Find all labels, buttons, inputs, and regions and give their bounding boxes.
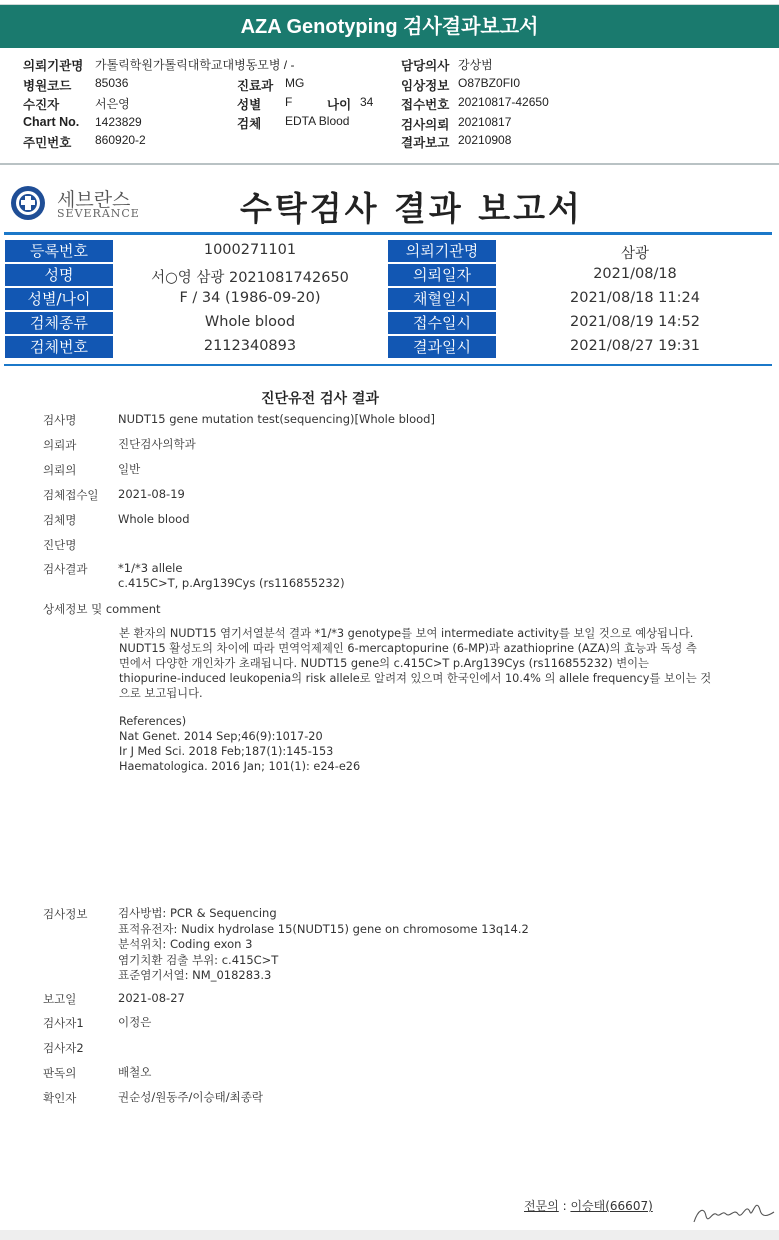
receipt-no-label: 접수번호 xyxy=(401,98,450,112)
test-method: 검사방법: PCR & Sequencing xyxy=(118,906,277,920)
result-report-label: 결과보고 xyxy=(401,136,450,150)
specialist-label: 전문의 xyxy=(524,1199,559,1213)
specimen-type-value: Whole blood xyxy=(204,314,296,330)
request-date-label: 의뢰일자 xyxy=(388,264,496,286)
specimen-name-value: Whole blood xyxy=(118,512,190,526)
analysis-location: 분석위치: Coding exon 3 xyxy=(118,937,253,951)
reg-no-value: 1000271101 xyxy=(203,242,297,258)
reference-item: Ir J Med Sci. 2018 Feb;187(1):145-153 xyxy=(119,745,334,758)
receipt-no-value: 20210817-42650 xyxy=(458,95,549,109)
specimen-value: EDTA Blood xyxy=(285,114,350,128)
specialist-signoff xyxy=(524,1197,653,1214)
report-header-title: AZA Genotyping 검사결과보고서 xyxy=(240,16,539,38)
chart-no-value: 1423829 xyxy=(95,115,142,129)
diagnosis-label: 진단명 xyxy=(43,538,77,552)
patient-value: 서은영 xyxy=(95,97,130,111)
substitution-site: 염기치환 검출 부위: c.415C>T xyxy=(118,952,279,967)
comment-line: 으로 보고됩니다. xyxy=(119,687,203,700)
reference-item: Haematologica. 2016 Jan; 101(1): e24-e26 xyxy=(119,760,361,773)
dept-value: MG xyxy=(285,76,305,90)
tester2-label: 검사자2 xyxy=(43,1041,84,1055)
comment-line: NUDT15 활성도의 차이에 따라 면역억제제인 6-mercaptopurine (6-MP)과 azathioprine (AZA)의 효능과 독성 측 xyxy=(119,642,697,655)
logo-name-ko: 세브란스 xyxy=(57,189,131,211)
comment-line: thiopurine-induced leukopenia의 risk allele로 알려져 있으며 한국인에서 10.4% 의 allele frequency를 보이는 것 xyxy=(119,672,712,685)
confirmer-label: 확인자 xyxy=(43,1091,77,1105)
comment-line: 본 환자의 NUDT15 염기서열분석 결과 *1/*3 genotype를 보여 intermediate activity를 보일 것으로 예상됩니다. xyxy=(119,627,694,640)
specimen-type-label: 검체종류 xyxy=(5,312,113,334)
req-physician-label: 의뢰의 xyxy=(43,463,77,477)
hospital-code-label: 병원코드 xyxy=(23,79,72,93)
hospital-code-value: 85036 xyxy=(95,76,129,90)
comment-block xyxy=(119,626,719,701)
specimen-no-value: 2112340893 xyxy=(203,338,297,354)
age-label: 나이 xyxy=(327,98,352,112)
comment-label: 상세정보 및 comment xyxy=(43,602,161,616)
specialist-name: 이승태(66607) xyxy=(570,1199,653,1213)
name-label: 성명 xyxy=(5,264,113,286)
specialist-sep: : xyxy=(558,1199,571,1213)
age-value: 34 xyxy=(360,95,374,109)
report-title: 수탁검사 결과 보고서 xyxy=(240,189,583,228)
requesting-org-label: 의뢰기관명 xyxy=(23,59,84,73)
references-block xyxy=(119,714,719,774)
collection-label: 채혈일시 xyxy=(388,288,496,310)
result-report-value: 20210908 xyxy=(458,133,512,147)
req-dept-label: 의뢰과 xyxy=(43,438,77,452)
info-bottom-rule xyxy=(4,364,772,366)
reader-label: 판독의 xyxy=(43,1066,77,1080)
references-heading: References) xyxy=(119,715,187,728)
dept-label: 진료과 xyxy=(237,79,274,93)
test-info-block xyxy=(118,906,529,984)
reg-no-label: 등록번호 xyxy=(5,240,113,262)
req-dept-value: 진단검사의학과 xyxy=(118,437,196,451)
test-info-label: 검사정보 xyxy=(43,907,88,921)
report-date-label: 보고일 xyxy=(43,992,77,1006)
name-value: 서○영 삼광 2021081742650 xyxy=(151,270,349,286)
specimen-received-value: 2021-08-19 xyxy=(118,487,185,501)
sex-age-value: F / 34 (1986-09-20) xyxy=(179,290,321,306)
req-physician-value: 일반 xyxy=(118,462,141,476)
chart-no-label: Chart No. xyxy=(23,115,80,129)
reference-sequence: 표준염기서열: NM_018283.3 xyxy=(118,968,272,982)
severance-logo xyxy=(10,183,46,227)
org-label: 의뢰기관명 xyxy=(388,240,496,262)
test-request-label: 검사의뢰 xyxy=(401,118,450,132)
request-date-value: 2021/08/18 xyxy=(593,266,677,282)
doctor-label: 담당의사 xyxy=(401,59,450,73)
doctor-value: 강상범 xyxy=(458,58,493,72)
bottom-bar xyxy=(0,1230,779,1240)
logo-name-en: SEVERANCE xyxy=(57,207,140,220)
resident-no-value: 860920-2 xyxy=(95,133,146,147)
clinical-info-value: O87BZ0FI0 xyxy=(458,76,521,90)
requesting-org-value: 가톨릭학원가톨릭대학교대병동모병 / - xyxy=(95,58,295,72)
tester1-label: 검사자1 xyxy=(43,1016,84,1030)
org-value: 삼광 xyxy=(620,246,649,262)
test-result-label: 검사결과 xyxy=(43,562,88,576)
specimen-received-label: 검체접수일 xyxy=(43,488,99,502)
test-result-line-2: c.415C>T, p.Arg139Cys (rs116855232) xyxy=(118,576,345,590)
signature-image xyxy=(690,1192,778,1228)
specimen-name-label: 검체명 xyxy=(43,513,77,527)
specimen-no-label: 검체번호 xyxy=(5,336,113,358)
report-header-bar xyxy=(0,5,779,48)
receipt-time-value: 2021/08/19 14:52 xyxy=(570,314,700,330)
result-time-value: 2021/08/27 19:31 xyxy=(570,338,700,354)
sex-value: F xyxy=(285,95,293,109)
result-time-label: 결과일시 xyxy=(388,336,496,358)
reader-value: 배철오 xyxy=(118,1065,152,1079)
reference-item: Nat Genet. 2014 Sep;46(9):1017-20 xyxy=(119,730,323,743)
target-gene: 표적유전자: Nudix hydrolase 15(NUDT15) gene on chromosome 13q14.2 xyxy=(118,921,529,936)
report-date-value: 2021-08-27 xyxy=(118,991,185,1005)
comment-line: 면에서 다양한 개인차가 초래됩니다. NUDT15 gene의 c.415C>T p.Arg139Cys (rs116855232) 변이는 xyxy=(119,657,649,670)
header-divider xyxy=(0,163,779,165)
sex-label: 성별 xyxy=(237,98,262,112)
tester1-value: 이정은 xyxy=(118,1015,152,1029)
confirmer-value: 권순성/원동주/이승태/최종락 xyxy=(118,1090,263,1104)
test-name-label: 검사명 xyxy=(43,413,77,427)
test-request-value: 20210817 xyxy=(458,115,512,129)
clinical-info-label: 임상정보 xyxy=(401,79,450,93)
resident-no-label: 주민번호 xyxy=(23,136,72,150)
test-name-value: NUDT15 gene mutation test(sequencing)[Whole blood] xyxy=(118,412,435,426)
severance-emblem-icon xyxy=(10,183,46,223)
specimen-label: 검체 xyxy=(237,117,262,131)
receipt-time-label: 접수일시 xyxy=(388,312,496,334)
patient-label: 수진자 xyxy=(23,98,60,112)
section-title: 진단유전 검사 결과 xyxy=(261,391,379,407)
test-result-line-1: *1/*3 allele xyxy=(118,561,183,575)
collection-value: 2021/08/18 11:24 xyxy=(570,290,700,306)
info-top-rule xyxy=(4,232,772,235)
sex-age-label: 성별/나이 xyxy=(5,288,113,310)
